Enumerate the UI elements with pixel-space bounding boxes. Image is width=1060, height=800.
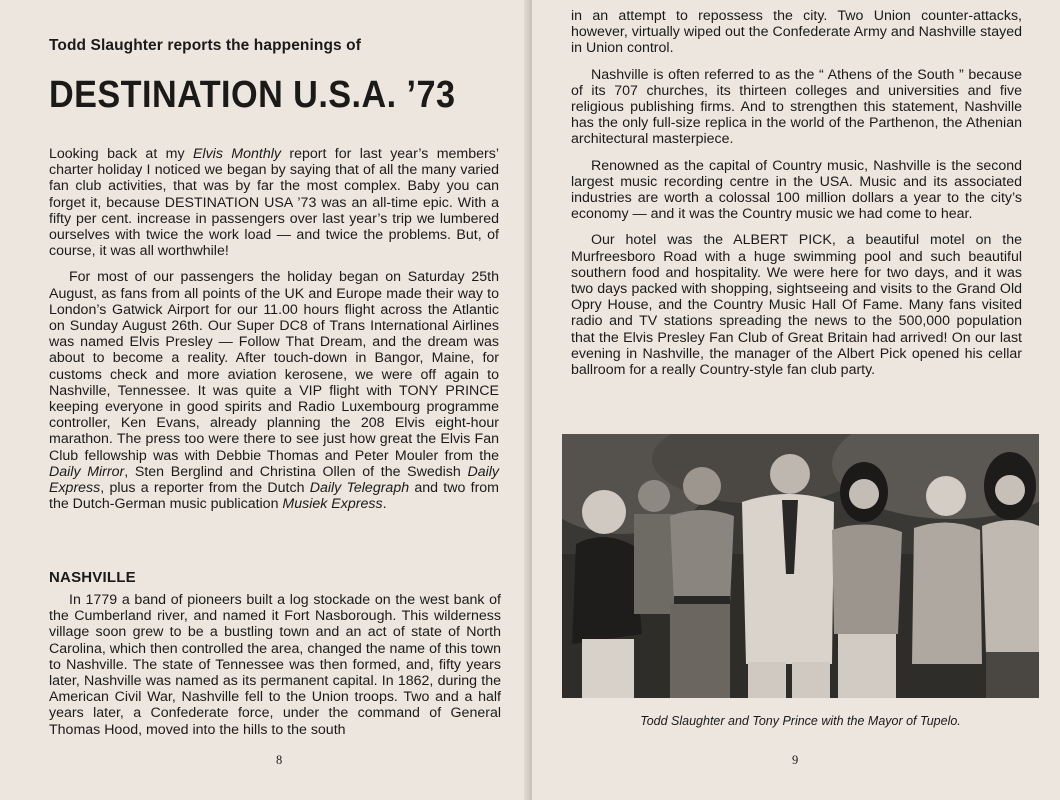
group-photo [562, 434, 1039, 698]
page-left [0, 0, 528, 800]
publication-name: Elvis Monthly [192, 146, 281, 162]
paragraph-athens: Nashville is often referred to as the “ Athens of the South ” because of its 707 churches, its thirteen colleges and universities and five religious publishing firms. And to strengthen this statement, Nashville has the only full-size replica in the world of the Parthenon, the Athenian architectural masterpiece. [571, 66, 1022, 148]
text-run: For most of our passengers the holiday began on Saturday 25th August, as fans from all points of the UK and Europe made their way to London’s Gatwick Airport for our 11.00 hours flight across the Atlantic on Sunday August 26th. Our Super DC8 of Trans International Airlines was named Elvis Presley — Follow That Dream, and the dream was about to become a reality. After touch-down in Bangor, Maine, for customs check and more aviation kerosene, we were off again to Nashville, Tennessee. It was quite a VIP flight with TONY PRINCE keeping everyone in good spirits and Radio Luxembourg programme controller, Ken Evans, already planning the 208 Elvis eight-hour marathon. The press too were there to see just how great the Elvis Fan Club fellowship was with Debbie Thomas and Peter Mouler from the [49, 269, 499, 464]
publication-name: Daily Express [49, 463, 500, 497]
text-run: , plus a reporter from the Dutch [100, 480, 310, 497]
paragraph-hotel: Our hotel was the ALBERT PICK, a beautiful motel on the Murfreesboro Road with a huge swimming pool and such beautiful southern food and hospitality. We were here for two days, and it was two days packed with shopping, sightseeing and visits to the Grand Old Opry House, and the Country Music Hall Of Fame. Many fans visited radio and TV stations spreading the news to the 500,000 population that the Elvis Presley Fan Club of Great Britain had arrived! On our last evening in Nashville, the manager of the Albert Pick opened his cellar ballroom for a really Country-style fan club party. [571, 232, 1022, 379]
paragraph-history: In 1779 a band of pioneers built a log stockade on the west bank of the Cumberland river, and named it Fort Nasborough. This wilderness village soon grew to be a bustling town and an act of state of North Carolina, which then controlled the area, changed the name of this town to Nashville. The state of Tennessee was then formed, and, fifty years later, Nashville was named as its permanent capital. In 1862, during the American Civil War, Nashville fell to the Union troops. Two and a half years later, a Confederate force, under the command of General Thomas Hood, moved into the hills to the south [49, 592, 501, 738]
intro-column [49, 146, 499, 512]
page-number-right: 9 [792, 753, 799, 767]
nashville-column [49, 592, 501, 738]
publication-name: Musiek Express [282, 496, 383, 513]
page-number-left: 8 [276, 753, 283, 767]
article-title: DESTINATION U.S.A. ’73 [49, 74, 456, 116]
text-run: report for last year’s members’ charter holiday I noticed we began by saying that of all the many varied fan club activities, that was by far the most complex. Baby you can forget it, because DESTINATION USA ’73 was an all-time epic. With a fifty per cent. increase in passengers over last year’s trip we lumbered ourselves with twice the work load — and twice the problems. But, of course, it was all worthwhile! [49, 146, 499, 260]
paragraph-civil-war: in an attempt to repossess the city. Two Union counter-attacks, however, virtually wiped out the Confederate Army and Nashville stayed in Union control. [571, 8, 1022, 57]
article-kicker: Todd Slaughter reports the happenings of [49, 37, 361, 54]
photo-caption: Todd Slaughter and Tony Prince with the Mayor of Tupelo. [640, 714, 961, 728]
paragraph-flight [49, 269, 499, 512]
publication-name: Daily Telegraph [309, 480, 410, 497]
paragraph-intro [49, 146, 499, 259]
group-photo-illustration [562, 434, 1039, 698]
right-column [571, 8, 1022, 378]
text-run: , Sten Berglind and Christina Ollen of the Swedish [124, 463, 468, 480]
text-run: and two from the Dutch-German music publication [49, 480, 499, 513]
publication-name: Daily Mirror [49, 463, 125, 480]
section-heading-nashville: NASHVILLE [49, 569, 136, 586]
text-run: . [382, 496, 387, 513]
paragraph-country-music: Renowned as the capital of Country music, Nashville is the second largest music recording centre in the USA. Music and its associated industries are worth a colossal 100 million dollars a year to the city’s economy — and it was the Country music we had come to hear. [571, 157, 1022, 223]
text-run: Looking back at my [49, 146, 193, 162]
